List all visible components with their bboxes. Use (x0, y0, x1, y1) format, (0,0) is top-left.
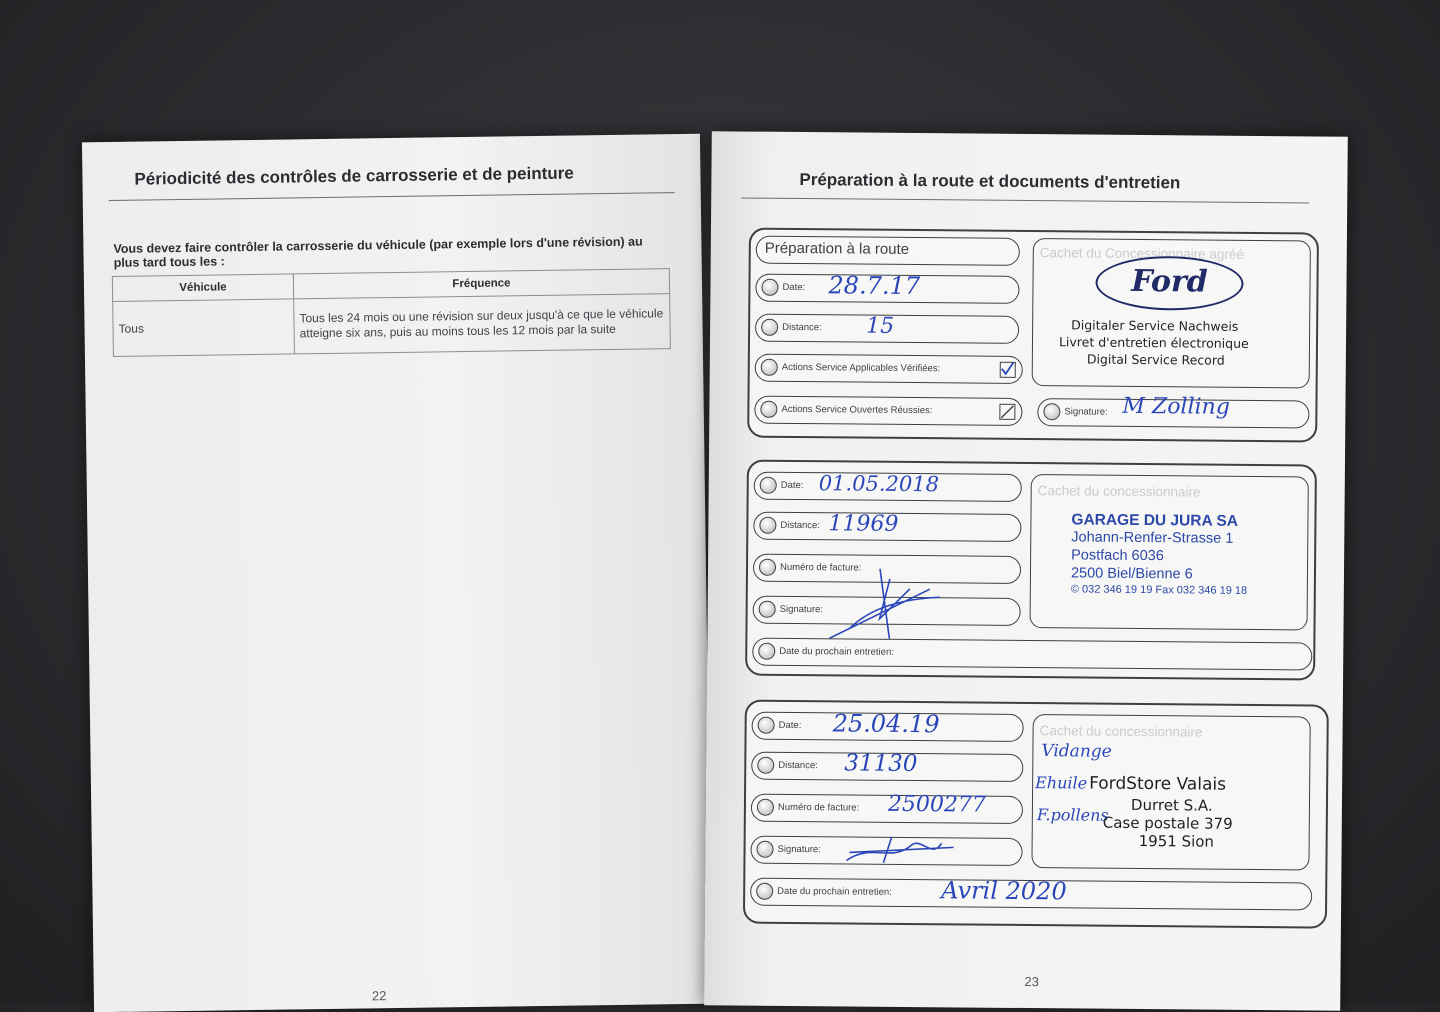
table-header-vehicle: Véhicule (112, 274, 293, 302)
distance-field[interactable] (751, 752, 1023, 782)
dealer-street: Johann-Renfer-Strasse 1 (1071, 529, 1234, 547)
dealer-name: GARAGE DU JURA SA (1071, 511, 1239, 530)
distance-label: Distance: (780, 519, 821, 532)
ford-logo (1095, 256, 1243, 311)
page-number-right: 23 (1024, 974, 1039, 990)
dealer-city: 2500 Biel/Bienne 6 (1070, 565, 1193, 583)
actions-open-checkbox[interactable] (999, 404, 1015, 420)
distance-field[interactable] (755, 314, 1019, 344)
right-page (704, 131, 1348, 1011)
bullet-icon (760, 477, 777, 494)
bullet-icon (761, 279, 778, 296)
bullet-icon (758, 643, 775, 660)
invoice-number-field[interactable] (751, 791, 1023, 824)
dealer-line-4: 1951 Sion (1138, 831, 1215, 851)
road-prep-header (756, 236, 1020, 266)
right-page-title: Préparation à la route et documents d'entretien (799, 170, 1181, 193)
handwritten-signature-icon (819, 558, 950, 649)
bullet-icon (760, 401, 777, 418)
signature-label: Signature: (1064, 406, 1108, 418)
table-cell-frequency: Tous les 24 mois ou une révision sur deux jusqu'à ce que le véhicule atteigne six ans, puis au moins tous les 12 mois par la suite (294, 294, 671, 354)
frequency-table (112, 268, 671, 357)
stamp-line-1: Digitaler Service Nachweis (1071, 317, 1239, 334)
cross-stroke-icon (1000, 405, 1014, 419)
title-rule (741, 198, 1309, 204)
ford-logo-text: Ford (1131, 263, 1208, 300)
table-header-frequency: Fréquence (293, 269, 669, 299)
stamp-caption: Cachet du concessionnaire (1039, 723, 1203, 740)
title-rule (109, 192, 675, 201)
left-page-title: Périodicité des contrôles de carrosserie et de peinture (134, 163, 574, 189)
distance-value: 31130 (844, 750, 918, 778)
next-service-field[interactable] (750, 878, 1312, 911)
next-service-field[interactable] (752, 638, 1312, 671)
date-value: 01.05.2018 (818, 471, 940, 497)
road-prep-label: Préparation à la route (764, 239, 910, 258)
invoice-number-label: Numéro de facture: (779, 561, 862, 574)
dealer-postbox: Postfach 6036 (1071, 547, 1164, 565)
actions-verified-field[interactable] (755, 354, 1023, 384)
bullet-icon (759, 601, 776, 618)
stamp-caption: Cachet du concessionnaire (1037, 483, 1201, 500)
next-service-value: Avril 2020 (941, 876, 1067, 906)
service-record-box-1 (747, 228, 1319, 443)
signature-label: Signature: (779, 603, 824, 616)
dealer-line-2: Durret S.A. (1130, 795, 1213, 815)
actions-verified-checkbox[interactable] (1000, 362, 1016, 378)
distance-field[interactable] (753, 512, 1021, 542)
next-service-label: Date du prochain entretien: (779, 645, 894, 658)
date-label: Date: (778, 719, 802, 732)
bullet-icon (757, 757, 774, 774)
bullet-icon (757, 799, 774, 816)
dealer-phone: © 032 346 19 19 Fax 032 346 19 18 (1070, 583, 1248, 597)
distance-label: Distance: (782, 321, 822, 334)
dealer-line-3: Case postale 379 (1102, 813, 1233, 833)
handwritten-signature-icon (841, 832, 961, 869)
bullet-icon (758, 717, 775, 734)
signature-label: Signature: (777, 843, 821, 856)
actions-open-label: Actions Service Ouvertes Réussies: (781, 403, 933, 417)
service-record-box-3 (743, 700, 1329, 929)
dealer-stamp-area (1030, 474, 1309, 630)
date-label: Date: (780, 479, 804, 492)
actions-open-field[interactable] (754, 396, 1022, 426)
bullet-icon (759, 517, 776, 534)
page-number-left: 22 (371, 988, 387, 1004)
left-page (82, 134, 712, 1012)
bullet-icon (756, 841, 773, 858)
bullet-icon (759, 559, 776, 576)
date-value: 25.04.19 (832, 709, 940, 739)
distance-label: Distance: (778, 759, 818, 772)
stamp-caption: Cachet du Concessionnaire agréé (1039, 245, 1244, 262)
handwritten-note-3: F.pollens (1036, 805, 1109, 825)
bullet-icon (761, 319, 778, 336)
next-service-label: Date du prochain entretien: (777, 885, 892, 898)
invoice-number-value: 2500277 (887, 791, 987, 818)
checkmark-icon (1001, 363, 1015, 377)
table-cell-vehicle: Tous (113, 299, 295, 357)
date-field[interactable] (755, 271, 1019, 304)
dealer-name: FordStore Valais (1089, 773, 1227, 795)
date-field[interactable] (754, 472, 1022, 502)
bullet-icon (761, 359, 778, 376)
table-row (113, 294, 671, 357)
ford-stamp-area (1032, 238, 1311, 388)
stamp-line-3: Digital Service Record (1086, 351, 1225, 368)
dealer-stamp-area (1031, 714, 1310, 870)
invoice-number-label: Numéro de facture: (777, 801, 860, 814)
distance-value: 11969 (828, 511, 899, 537)
signature-value: M Zolling (1122, 393, 1230, 420)
stamp-line-2: Livret d'entretien électronique (1058, 334, 1249, 351)
service-record-box-2 (745, 460, 1317, 681)
date-label: Date: (782, 281, 806, 294)
handwritten-note-2: Ehuile (1035, 773, 1088, 793)
actions-verified-label: Actions Service Applicables Vérifiées: (781, 361, 941, 375)
signature-field[interactable] (1037, 393, 1309, 428)
intro-text: Vous devez faire contrôler la carrosserie du véhicule (par exemple lors d'une révision) au plus tard tous les : (113, 234, 643, 270)
bullet-icon (1043, 403, 1060, 420)
bullet-icon (756, 883, 773, 900)
distance-value: 15 (866, 313, 895, 339)
handwritten-note-1: Vidange (1041, 741, 1112, 762)
date-value: 28.7.17 (828, 271, 921, 301)
date-field[interactable] (752, 709, 1024, 742)
